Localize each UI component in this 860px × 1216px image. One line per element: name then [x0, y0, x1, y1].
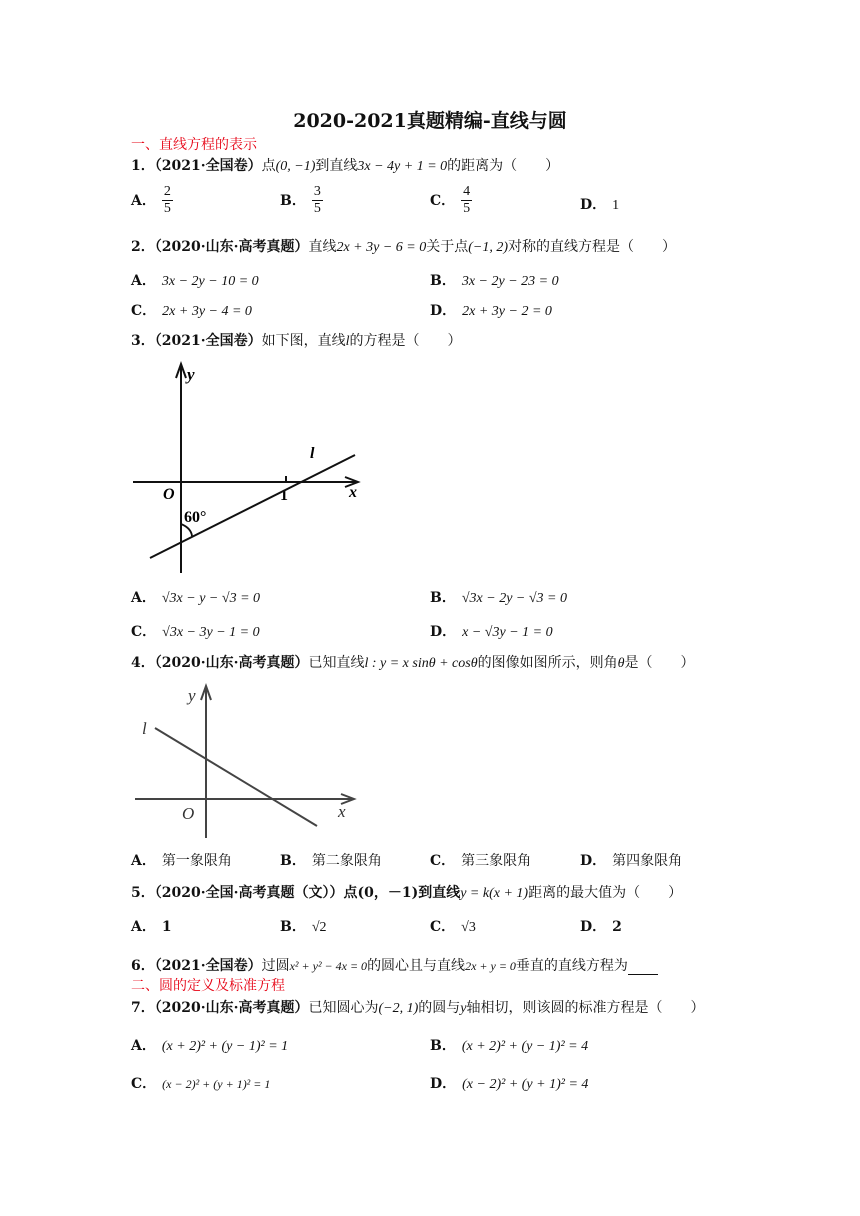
option-c[interactable]: C． √3x − 3y − 1 = 0: [131, 624, 260, 640]
math-expression: θ: [617, 656, 625, 671]
x-label: x: [338, 802, 346, 821]
figure-line-l-60-degrees: [125, 358, 375, 578]
question-3: 3．（2021·全国卷）如下图，直线l的方程是（ ）: [131, 333, 462, 349]
question-source: 1．（2021·全国卷）: [131, 158, 262, 174]
answer-blank[interactable]: [628, 960, 658, 975]
math-expression: y = k(x + 1): [460, 886, 529, 901]
math-expression: l : y = x sinθ + cosθ: [364, 656, 478, 671]
option-a[interactable]: A． 第一象限角: [131, 853, 232, 869]
question-4: 4．（2020·山东·高考真题）已知直线l : y = x sinθ + cosθ的图像如图所示，则角θ是（ ）: [131, 655, 695, 671]
page-title: 2020-2021真题精编-直线与圆: [293, 110, 567, 132]
line-l: [155, 728, 317, 826]
math-expression: (−2, 1): [378, 1001, 419, 1016]
question-source: 3．（2021·全国卷）: [131, 333, 262, 349]
option-c[interactable]: C． 第三象限角: [430, 853, 532, 869]
question-2: 2．（2020·山东·高考真题）直线2x + 3y − 6 = 0关于点(−1, 2)对称的直线方程是（ ）: [131, 239, 677, 255]
option-c[interactable]: C． √3: [430, 919, 476, 935]
question-source: 2．（2020·山东·高考真题）: [131, 239, 309, 255]
option-c[interactable]: C． 2x + 3y − 4 = 0: [131, 303, 252, 319]
figure-line-l-negative-slope: [125, 682, 365, 842]
question-source: 7．（2020·山东·高考真题）: [131, 1000, 309, 1016]
option-d[interactable]: D． (x − 2)² + (y + 1)² = 4: [430, 1076, 589, 1092]
x-label: x: [349, 484, 357, 501]
option-b[interactable]: B． (x + 2)² + (y − 1)² = 4: [430, 1038, 589, 1054]
question-source: 6．（2021·全国卷）: [131, 958, 262, 974]
math-expression: (0, −1): [275, 159, 316, 174]
option-b[interactable]: B． √2: [280, 919, 327, 935]
question-source: 5．（2020·全国·高考真题（文））: [131, 885, 344, 901]
option-d[interactable]: D． 2x + 3y − 2 = 0: [430, 303, 552, 319]
math-expression: 3x − 4y + 1 = 0: [357, 159, 448, 174]
y-label: y: [187, 365, 195, 384]
option-c[interactable]: C． (x − 2)² + (y + 1)² = 1: [131, 1076, 271, 1092]
question-source: 4．（2020·山东·高考真题）: [131, 655, 309, 671]
fraction: $\frac{4}{5}$: [463, 184, 471, 216]
option-a[interactable]: A． 1: [131, 919, 172, 935]
question-7: 7．（2020·山东·高考真题）已知圆心为(−2, 1)的圆与y轴相切，则该圆的标准方程是（ ）: [131, 1000, 705, 1016]
option-b[interactable]: B． $\frac{3}{5}$: [280, 184, 321, 216]
question-6: 6．（2021·全国卷）过圆x² + y² − 4x = 0的圆心且与直线2x + y = 0垂直的直线方程为: [131, 955, 658, 975]
option-b[interactable]: B． 第二象限角: [280, 853, 382, 869]
math-expression: x² + y² − 4x = 0: [289, 959, 368, 973]
section-heading-circle-equation: 二、圆的定义及标准方程: [131, 978, 285, 994]
fraction: $\frac{2}{5}$: [163, 184, 171, 216]
option-a[interactable]: A． (x + 2)² + (y − 1)² = 1: [131, 1038, 289, 1054]
option-b[interactable]: B． √3x − 2y − √3 = 0: [430, 590, 567, 606]
angle-label: 60°: [184, 509, 207, 526]
math-expression: (−1, 2): [468, 240, 509, 255]
option-d[interactable]: D． x − √3y − 1 = 0: [430, 624, 553, 640]
math-expression: y: [460, 1001, 467, 1016]
math-expression: 2x + y = 0: [465, 959, 516, 973]
origin-label: O: [163, 486, 175, 503]
fraction: $\frac{3}{5}$: [313, 184, 321, 216]
y-label: y: [188, 686, 196, 705]
question-1: 1．（2021·全国卷）点(0, −1)到直线3x − 4y + 1 = 0的距离为（ ）: [131, 158, 560, 174]
question-5: 5．（2020·全国·高考真题（文））点(0，－1)到直线y = k(x + 1)距离的最大值为（ ）: [131, 885, 683, 901]
section-heading-line-equations: 一、直线方程的表示: [131, 137, 257, 153]
math-expression: l: [345, 334, 350, 349]
option-a[interactable]: A． √3x − y − √3 = 0: [131, 590, 261, 606]
option-d[interactable]: D． 1: [580, 197, 620, 213]
tick-label-1: 1: [280, 487, 288, 504]
line-l-label: l: [310, 445, 315, 462]
line-l-label: l: [142, 719, 147, 738]
option-c[interactable]: C． $\frac{4}{5}$: [430, 184, 471, 216]
option-d[interactable]: D． 第四象限角: [580, 853, 683, 869]
option-a[interactable]: A． $\frac{2}{5}$: [131, 184, 171, 216]
math-expression: 2x + 3y − 6 = 0: [336, 240, 427, 255]
option-a[interactable]: A． 3x − 2y − 10 = 0: [131, 273, 259, 289]
option-d[interactable]: D． 2: [580, 919, 622, 935]
origin-label: O: [182, 804, 195, 823]
option-b[interactable]: B． 3x − 2y − 23 = 0: [430, 273, 559, 289]
